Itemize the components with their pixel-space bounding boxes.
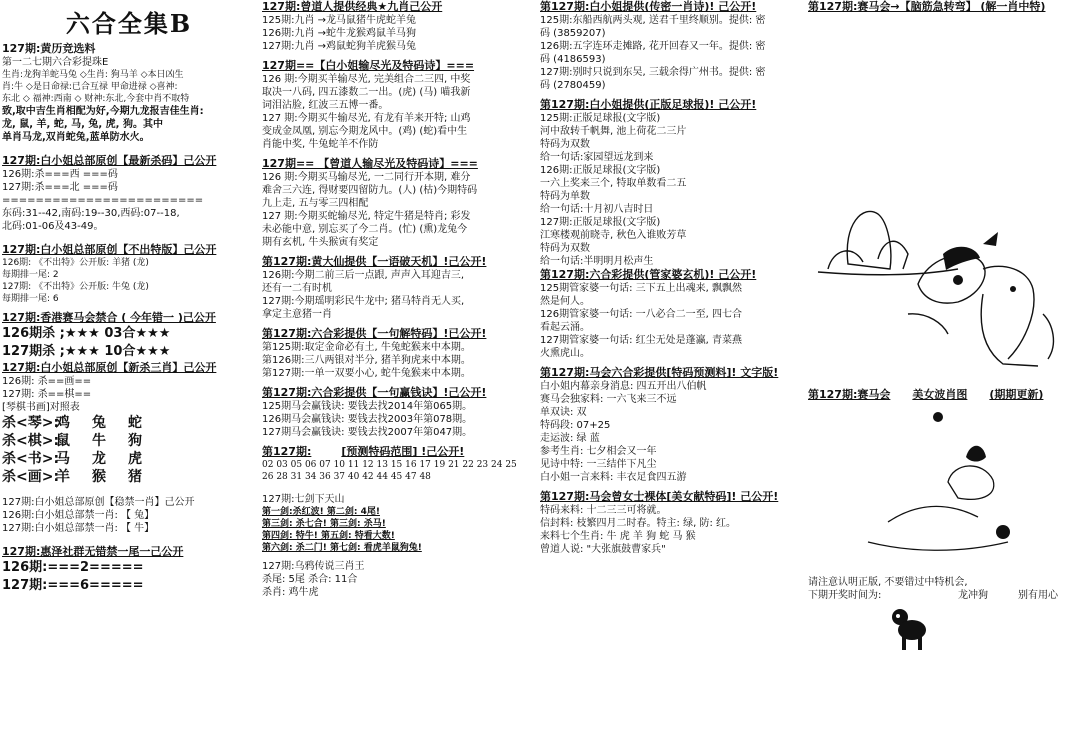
bird-body [983,266,1034,359]
table-row [2,414,258,432]
section-note: (期期更新) [989,388,1044,401]
text-line: 126期: 杀==画== [2,376,92,387]
text-line: 词泪沾脸, 红波三五博一番。 [262,100,389,111]
text-line: 码 (2780459) [540,80,606,91]
table-cell: 杀<书>: [2,451,60,467]
text-line: 127期:乌鸦传说三肖王 [262,561,365,572]
bird-eye [1010,286,1016,292]
text-line: 难舍三六连, 得财要四留防九。(人) (枯)今期特码 [262,185,478,196]
text-line: 125期:东船西航两头观, 送君千里终顺别。提供: 密 [540,15,766,26]
table-cell: 鼠 [56,433,70,449]
text-line: 江寒楼观前晓寺, 秋色入谁败芳草 [540,230,687,241]
text-line: 127期:七剑下天山 [262,494,345,505]
text-line: 127期:九肖 →鸡鼠蛇狗羊虎猴马兔 [262,41,417,52]
section-title: 127期:惠泽社群无错禁一尾一己公开 [2,545,184,558]
text-line: 期有玄机, 牛头猴寅有奖定 [262,237,379,248]
section-title: 127期==【白小姐输尽光及特码诗】=== [262,59,475,72]
text-line: 参考生肖: 七夕相会又一年 [540,446,657,457]
dot [996,525,1010,539]
section-title: 第127期:马会曾女士裸体[美女献特码]! 己公开! [540,490,779,503]
table-cell: 猴 [92,469,106,485]
text-line: 赛马会独家料: 一六飞来三不远 [540,394,677,405]
section-title: 第127期:黄大仙提供【一语破天机】!己公开! [262,255,487,268]
text-line: 北码:01-06及43-49。 [2,221,104,232]
rock [878,241,908,269]
text-line: 白小姐内幕亲身消息: 四五开出八伯帆 [540,381,707,392]
table-cell: 猪 [128,469,142,485]
text-line: 127期杀 ;★★★ 10合★★★ [2,344,171,359]
section-title: 第127期:白小姐提供(正版足球报)! 己公开! [540,98,757,111]
branch [908,314,948,334]
col1-main-line: 龙, 鼠, 羊, 蛇, 马, 兔, 虎, 狗。其中 [2,119,163,130]
section-title: 127期:白小姐总部原创【不出特版】己公开 [2,243,217,256]
feather [983,232,998,246]
stroke [1043,314,1053,359]
text-line: 127期: 杀==棋== [2,389,92,400]
text-line: 125期:九肖 →龙马鼠猪牛虎蛇羊兔 [262,15,417,26]
text-line: 特码为双数 [540,243,590,254]
text-line: 126期:白小姐总部禁一肖: 【 兔】 [2,510,155,521]
text-line: 127期:白小姐总部禁一肖: 【 牛】 [2,523,155,534]
table-row [2,450,258,468]
section-title: 第127期:马会六合彩提供[特码预测料]! 文字版! [540,366,779,379]
section-title: [预测特码范围] !己公开! [341,445,465,458]
text-line: 给一句话:半明明月松声生 [540,256,654,267]
text-line: 特码来料: 十二三三可将就。 [540,505,667,516]
text-line: 火熏虎山。 [540,348,590,359]
text-line: 第六剑: 杀二门! 第七剑: 看虎羊鼠狗兔! [262,543,422,553]
text-line: 见诗中特: 一三结伴下凡尘 [540,459,657,470]
section-title: 第127期:六合彩提供【一句解特码】!已公开! [262,327,487,340]
text-line: 然是何人。 [540,296,590,307]
text-line: 每期排一尾: 6 [2,294,59,304]
bird-head [943,247,980,270]
ball [933,412,943,422]
table-caption: [琴棋书画]对照表 [2,402,80,413]
text-line: 第三剑: 杀七合! 第三剑: 杀马! [262,519,386,529]
text-line: 126期杀 ;★★★ 03合★★★ [2,326,171,341]
section-title: 美女波肖图 [912,388,968,401]
column-4 [808,0,1080,729]
text-line: 一六上奖来三个, 特取单数看二五 [540,178,687,189]
column-3 [540,0,802,729]
text-line: 取决一八码, 四五漆数二一出。(虎) (马) 喵我新 [262,87,471,98]
text-line: 127期:正版足球报(文字版) [540,217,661,228]
text-line: 第四剑: 特牛! 第五剑: 特看大数! [262,531,395,541]
text-line: 127期管家婆一句话: 红尘无处是蓬瀛, 青菜燕 [540,335,742,346]
text-line: 126期:五字连环走摊路, 花开回春又一年。提供: 密 [540,41,766,52]
text-line: 东码:31--42,南码:19--30,西码:07--18, [2,208,180,219]
text-line: 127期:杀===北 ===码 [2,182,118,193]
text-line: 走运波: 绿 蓝 [540,433,600,444]
table-cell: 杀<琴>: [2,415,60,431]
text-line: 九上走, 五与零三四相配 [262,198,369,209]
text-line: 河中敌转千帆舞, 池上荷花二三片 [540,126,687,137]
table-cell: 杀<棋>: [2,433,60,449]
table-cell: 牛 [92,433,106,449]
table-row [2,468,258,486]
footer-label: 下期开奖时间为: [808,590,882,601]
text-line: 看起云涌。 [540,322,590,333]
text-line: 126 期:今期买马输尽光, 一二同行开本期, 难分 [262,172,471,183]
text-line: 126期:九肖 →蛇牛龙猴鸡鼠羊马狗 [262,28,417,39]
text-line: 给一句话:家园望远龙到来 [540,152,654,163]
text-line: 肖能中奖, 牛兔蛇羊不作防 [262,139,379,150]
column-2 [262,0,534,729]
text-line: 126期:杀===西 ===码 [2,169,118,180]
text-line: 第126期:三八两银对半分, 猪羊狗虎来中本期。 [262,355,471,366]
bird-body [981,294,1038,366]
text-line: 变成金凤凰, 别忘今期龙风中。(鸡) (蛇)看中生 [262,126,468,137]
section-title: 127期:白小姐总部原创【最新杀码】己公开 [2,154,217,167]
footer-notice: 请注意认明正版, 不要错过中特机会, [808,577,968,588]
text-line: 特码为单数 [540,191,590,202]
col1-main-line: 致,取中吉生肖相配为好,今期九龙报吉佳生肖: [2,106,204,117]
cartoon-animal-icon [880,602,940,652]
beauty-sketch [808,402,1080,572]
section-label: 第127期:赛马会 [808,388,891,401]
text-line: 还有一二有时机 [262,283,332,294]
text-line: 126期马会赢钱诀: 要钱去找2003年第078期。 [262,414,473,425]
bird-eye [953,275,963,285]
text-line: 单双诀: 双 [540,407,587,418]
text-line: 白小姐一言来料: 丰衣足食四五游 [540,472,687,483]
section-title: 127期:香港赛马会禁合 ( 今年错一 )己公开 [2,311,216,324]
sec2-header [808,388,1080,402]
table-cell: 鸡 [56,415,70,431]
text-line: 125期:正版足球报(文字版) [540,113,661,124]
branch [888,506,978,522]
text-line: 126期: 《不出特》公开版: 羊猪 (龙) [2,258,149,268]
table-cell: 狗 [128,433,142,449]
col1-header-line: 第一二七期六合彩提珠E [2,57,109,68]
text-line: 126期:今期二前三后一点跟, 声声入耳迎吉三, [262,270,464,281]
column-1 [0,0,258,729]
text-line: 125期管家婆一句话: 三下五上出魂来, 飘飘然 [540,283,742,294]
number-line: 02 03 05 06 07 10 11 12 13 15 16 17 19 21 22 23 24 25 [262,460,517,470]
text-line: 杀尾: 5尾 杀合: 11合 [262,574,358,585]
col1-main-line: 生肖:龙狗羊蛇马兔 ◇生肖: 狗马羊 ◇本日凶生 [2,70,184,80]
text-line: 每期排一尾: 2 [2,270,59,280]
text-line: 杀肖: 鸡牛虎 [262,587,319,598]
number-line: 26 28 31 34 36 37 40 42 44 45 47 48 [262,472,431,482]
table-cell: 虎 [128,451,142,467]
section-title: 第127期:赛马会→【脑筋急转弯】 (解一肖中特) [808,0,1046,13]
text-line: 第127期:一单一双要小心, 蛇牛兔猴来中本期。 [262,368,471,379]
text-line: 曾道人说: "大张旗鼓曹家兵" [540,544,666,555]
text-line: 127期:今期瑶明彩民牛龙中; 猪马特肖无人买, [262,296,465,307]
text-line: 第一剑:杀红波! 第二剑: 4尾! [262,507,380,517]
rock [828,251,863,269]
table-row [2,432,258,450]
lookup-table [2,414,258,486]
footer-tail: 别有用心 [1018,590,1058,601]
text-line: 拿定主意猪一肖 [262,309,332,320]
section-title: 127期:曾道人提供经典★九肖己公开 [262,0,443,13]
section-title: 127期== 【曾道人输尽光及特码诗】=== [262,157,478,170]
section-label: 第127期: [262,445,312,458]
text-line: 127期: 《不出特》公开版: 牛兔 (龙) [2,282,149,292]
section-title: 第127期:六合彩提供【一句赢钱诀】!己公开! [262,386,487,399]
text-line: 126期:===2===== [2,560,144,575]
text-line: 126期:正版足球报(文字版) [540,165,661,176]
col1-main-line: 单肖马龙,双肖蛇兔,蓝单防水火。 [2,132,150,143]
text-line: 码 (3859207) [540,28,606,39]
text-line: 信封料: 枝繁四月二时春。特主: 绿, 防: 红。 [540,518,737,529]
text-line: 127期:别时只说到东吴, 三载余得广州书。提供: 密 [540,67,766,78]
page-title: 六合全集B [65,9,193,38]
text-line: 未必能中意, 别忘买了今二肖。(忙) (熏)龙兔今 [262,224,468,235]
text-line: 特码段: 07+25 [540,420,611,431]
stroke [868,542,1008,550]
rock [847,211,891,269]
table-cell: 马 [56,451,70,467]
text-line: 码 (4186593) [540,54,606,65]
table-cell: 龙 [92,451,106,467]
bird [966,446,986,462]
footer-value: 龙冲狗 [958,590,988,601]
section-title: 127期:白小姐总部原创【新杀三肖】己公开 [2,361,217,374]
range-header [262,445,534,459]
text-line: 给一句话:十月初八吉时日 [540,204,654,215]
col1-main-line: 肖:牛 ◇是日命禄:已合互禄 甲命进禄 ◇喜神: [2,82,178,92]
section-title: 第127期:六合彩提供(管家婆玄机)! 己公开! [540,268,757,281]
text-line: 特码为双数 [540,139,590,150]
table-cell: 兔 [92,415,106,431]
text-line: 125期马会赢钱诀: 要钱去找2014年第065期。 [262,401,473,412]
text-line: 126 期:今期买羊输尽光, 完美组合二三四, 中奖 [262,74,471,85]
text-line: 127期:白小姐总部原创【稳禁一肖】己公开 [2,497,195,508]
text-line: 127期马会赢钱诀: 要钱去找2007年第047期。 [262,427,473,438]
text-line: 127 期:今期买牛输尽光, 有龙有羊来开特; 山鸡 [262,113,471,124]
rock [948,466,994,499]
footer-next-draw [808,589,1080,602]
section-title: 第127期:白小姐提供(传密一肖诗)! 己公开! [540,0,757,13]
table-cell: 蛇 [128,415,142,431]
text-line: 来料七个生肖: 牛 虎 羊 狗 蛇 马 猴 [540,531,696,542]
text-line: 126期管家婆一句话: 一八必合二一至, 四七合 [540,309,742,320]
table-cell: 羊 [56,469,70,485]
text-line: 127期:===6===== [2,578,144,593]
text-line: ======================== [2,195,204,206]
table-cell: 杀<画>: [2,469,60,485]
text-line: 第125期:取定金命必有土, 牛兔蛇猴来中本期。 [262,342,471,353]
text-line: 127 期:今期买蛇输尽光, 特定牛猪是特肖; 彩发 [262,211,471,222]
ground-line [818,269,958,275]
col1-header-line: 127期:黄历竞选料 [2,42,96,55]
riddle-sketch [808,14,1080,394]
col1-main-line: 东北 ◇ 福神:西南 ◇ 财神:东北,今套中肖不取特 [2,94,190,104]
